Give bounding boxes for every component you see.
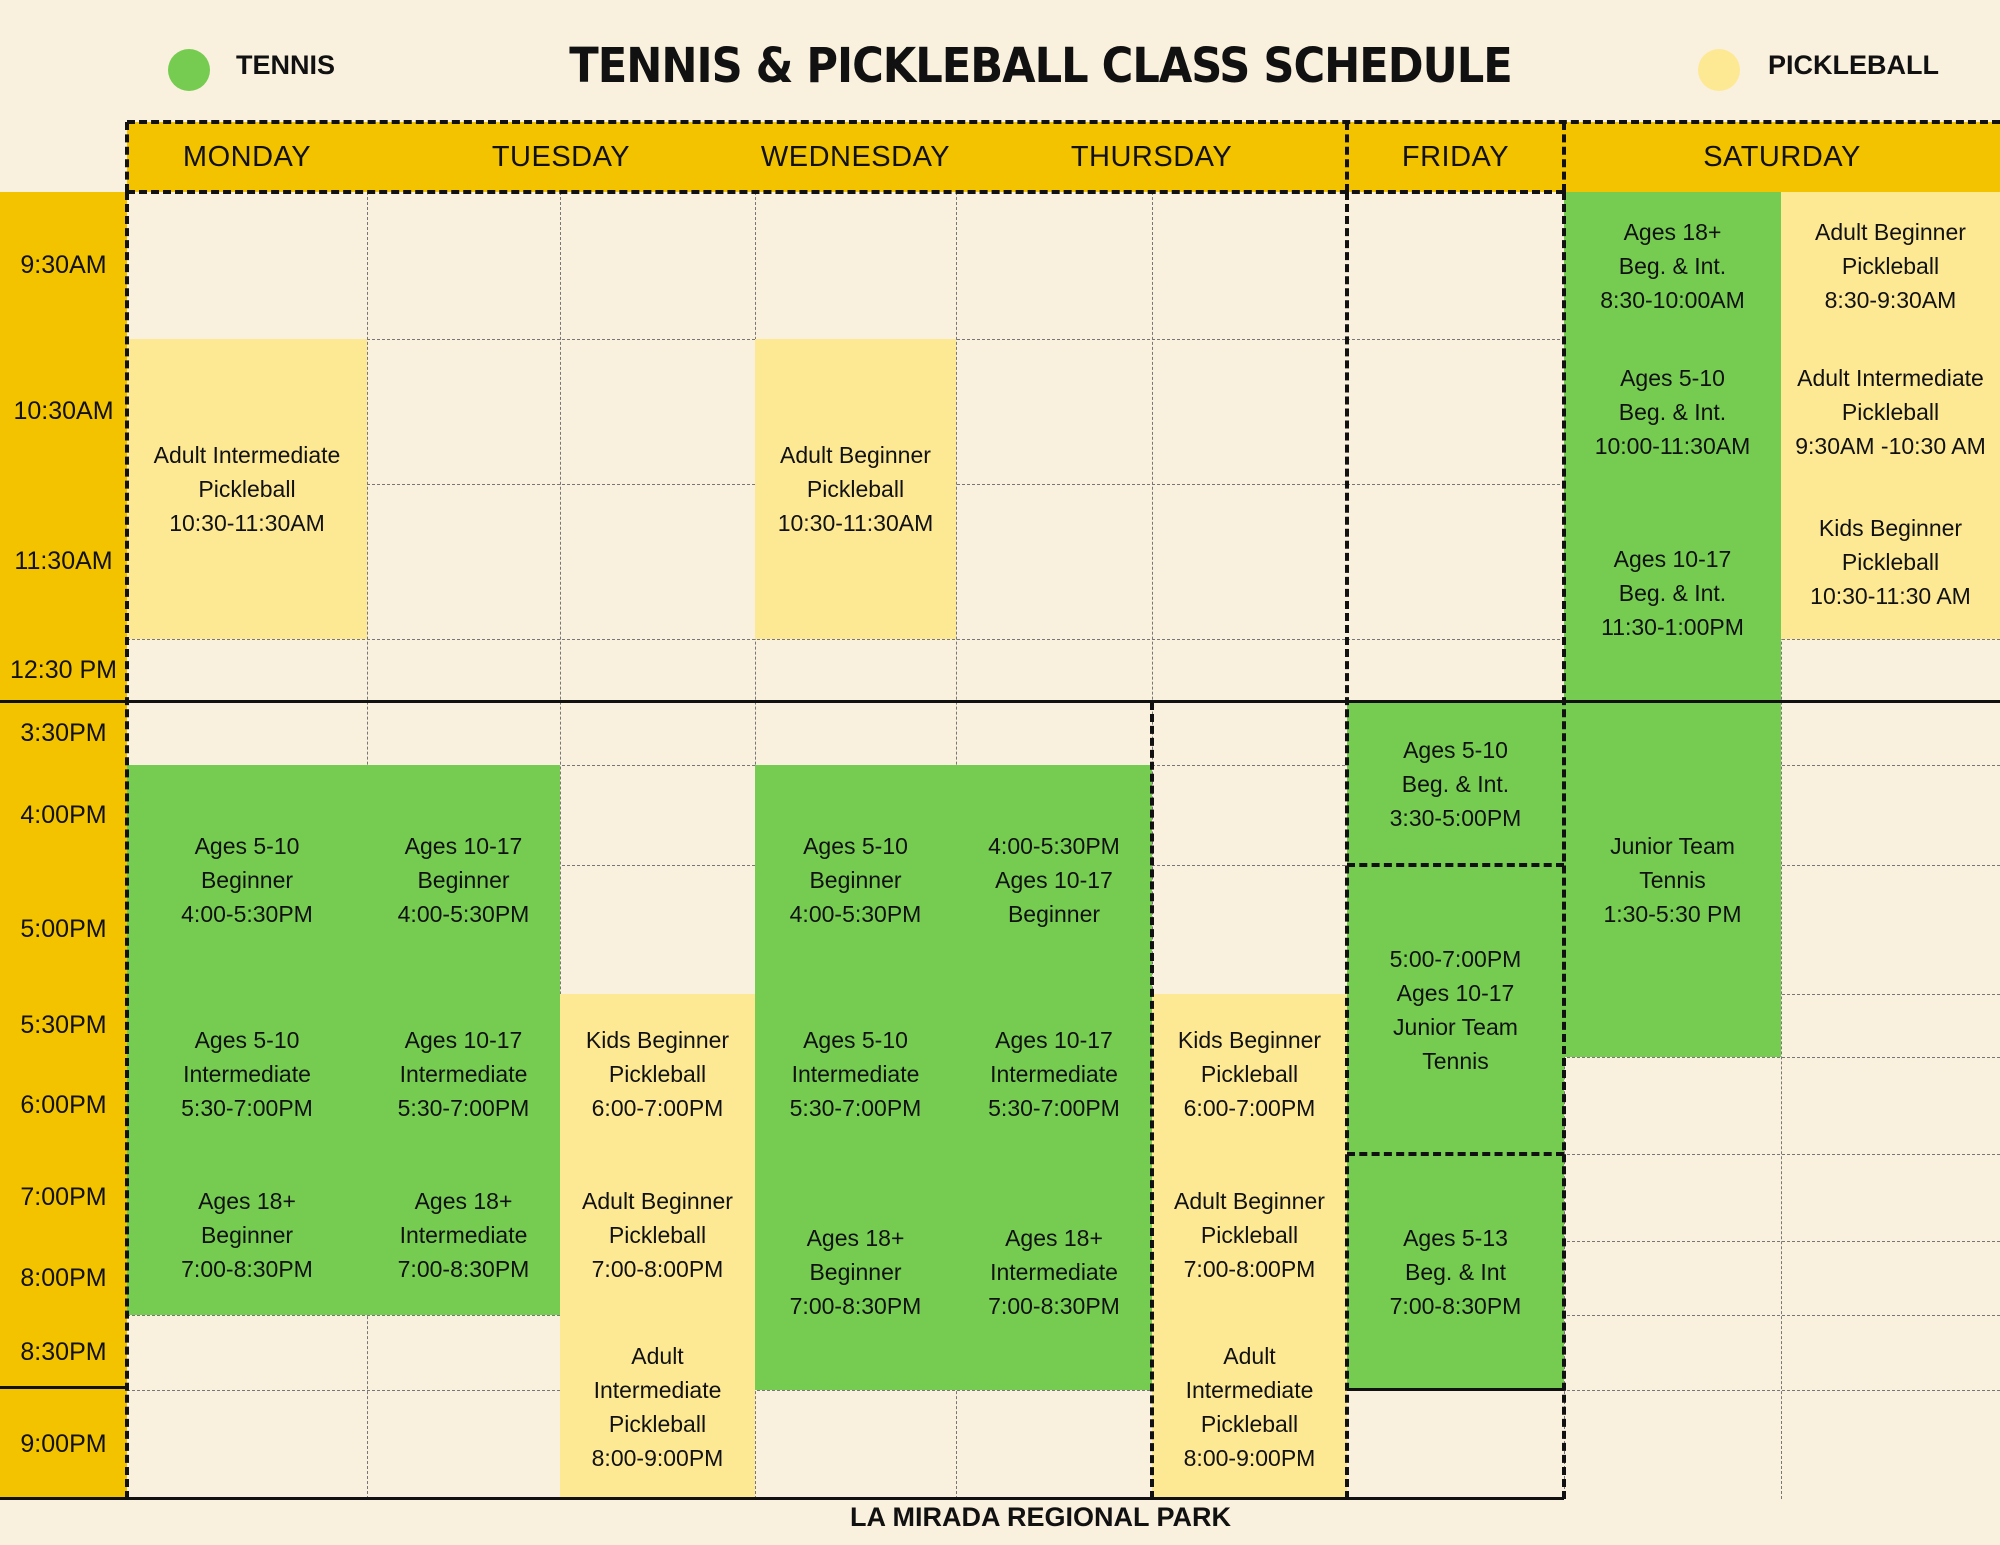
class-block: Adult Intermediate Pickleball 8:00-9:00PM (560, 1315, 755, 1499)
class-block: Ages 5-10 Intermediate 5:30-7:00PM (755, 994, 956, 1154)
time-label: 8:00PM (20, 1263, 107, 1292)
footer-location: LA MIRADA REGIONAL PARK (850, 1502, 1231, 1532)
class-block: Ages 18+ Beginner 7:00-8:30PM (127, 1154, 367, 1315)
class-block: Ages 5-13 Beg. & Int 7:00-8:30PM (1347, 1154, 1564, 1390)
class-block: Ages 18+ Intermediate 7:00-8:30PM (367, 1154, 560, 1315)
class-block: Ages 5-10 Beg. & Int. 10:00-11:30AM (1564, 339, 1781, 484)
class-block: Adult Beginner Pickleball 7:00-8:00PM (1152, 1154, 1347, 1315)
class-block: 4:00-5:30PM Ages 10-17 Beginner (956, 765, 1152, 994)
pickleball-legend-swatch (1698, 49, 1740, 91)
class-block: 5:00-7:00PM Ages 10-17 Junior Team Tennis (1347, 865, 1564, 1154)
time-label: 12:30 PM (9, 656, 117, 684)
class-block: Junior Team Tennis 1:30-5:30 PM (1564, 702, 1781, 1057)
class-block: Ages 5-10 Beg. & Int. 3:30-5:00PM (1347, 702, 1564, 865)
class-block: Ages 10-17 Intermediate 5:30-7:00PM (956, 994, 1152, 1154)
pickleball-legend-label: PICKLEBALL (1768, 50, 1939, 80)
time-label: 8:30PM (20, 1338, 107, 1366)
day-header-thursday: THURSDAY (956, 122, 1347, 192)
class-block: Adult Beginner Pickleball 10:30-11:30AM (755, 339, 956, 639)
class-block: Adult Intermediate Pickleball 8:00-9:00PM (1152, 1315, 1347, 1499)
class-block: Ages 10-17 Intermediate 5:30-7:00PM (367, 994, 560, 1154)
time-label: 4:00PM (20, 800, 107, 829)
class-block: Ages 18+ Beg. & Int. 8:30-10:00AM (1564, 192, 1781, 339)
schedule-grid (127, 192, 2000, 1499)
time-column (0, 192, 127, 1499)
time-label: 7:00PM (20, 1183, 107, 1211)
class-block: Adult Intermediate Pickleball 10:30-11:30AM (127, 339, 367, 639)
time-label: 10:30AM (13, 397, 114, 425)
class-block: Ages 5-10 Intermediate 5:30-7:00PM (127, 994, 367, 1154)
day-header-wednesday: WEDNESDAY (755, 122, 956, 192)
class-block: Ages 10-17 Beginner 4:00-5:30PM (367, 765, 560, 994)
time-label: 5:00PM (20, 915, 107, 943)
page-title: TENNIS & PICKLEBALL CLASS SCHEDULE (569, 38, 1512, 94)
class-block: Kids Beginner Pickleball 6:00-7:00PM (1152, 994, 1347, 1154)
time-label: 3:30PM (20, 719, 107, 747)
time-label: 9:30AM (20, 251, 107, 279)
class-block: Adult Intermediate Pickleball 9:30AM -10:30 AM (1781, 339, 2000, 484)
class-block: Adult Beginner Pickleball 7:00-8:00PM (560, 1154, 755, 1315)
day-header-tuesday: TUESDAY (367, 122, 755, 192)
time-label: 6:00PM (20, 1091, 107, 1119)
class-block: Ages 5-10 Beginner 4:00-5:30PM (755, 765, 956, 994)
class-block: Ages 18+ Beginner 7:00-8:30PM (755, 1154, 956, 1390)
day-header-saturday: SATURDAY (1564, 122, 2000, 192)
time-label: 9:00PM (20, 1430, 107, 1458)
day-header-monday: MONDAY (127, 122, 367, 192)
class-block: Kids Beginner Pickleball 10:30-11:30 AM (1781, 484, 2000, 639)
class-block: Adult Beginner Pickleball 8:30-9:30AM (1781, 192, 2000, 339)
tennis-legend-label: TENNIS (236, 50, 336, 80)
time-label: 11:30AM (14, 547, 113, 575)
class-block: Ages 5-10 Beginner 4:00-5:30PM (127, 765, 367, 994)
class-block: Kids Beginner Pickleball 6:00-7:00PM (560, 994, 755, 1154)
class-block: Ages 18+ Intermediate 7:00-8:30PM (956, 1154, 1152, 1390)
class-block: Ages 10-17 Beg. & Int. 11:30-1:00PM (1564, 484, 1781, 702)
time-label: 5:30PM (20, 1011, 107, 1039)
day-header-friday: FRIDAY (1347, 122, 1564, 192)
